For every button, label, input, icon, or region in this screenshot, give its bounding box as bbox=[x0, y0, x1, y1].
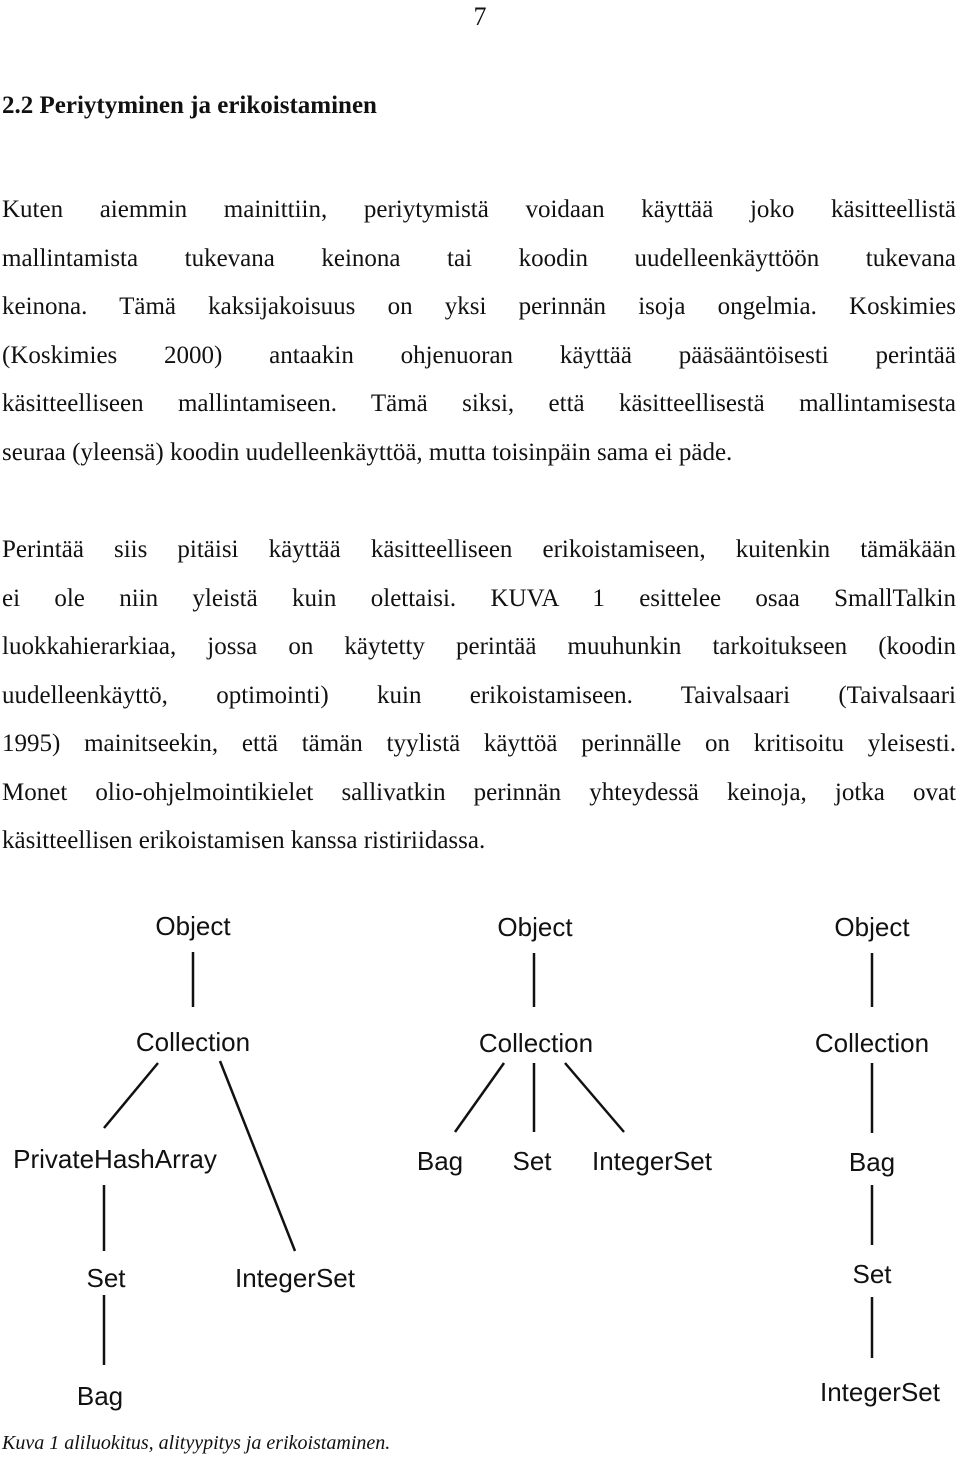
paragraph-line: Monet olio-ohjelmointikielet sallivatkin perinnän yhteydessä keinoja, jotka ovat bbox=[2, 778, 956, 806]
node-bag: Bag bbox=[416, 1146, 464, 1176]
node-object: Object bbox=[497, 912, 573, 942]
edge bbox=[565, 1063, 624, 1132]
paragraph-1 bbox=[2, 186, 956, 477]
edge bbox=[104, 1063, 158, 1128]
tree-subtyping bbox=[417, 912, 713, 1176]
node-integer-set: IntegerSet bbox=[235, 1263, 355, 1293]
paragraph-line: uudelleenkäyttö, optimointi) kuin erikoistamiseen. Taivalsaari (Taivalsaari bbox=[2, 681, 956, 709]
node-collection: Collection bbox=[135, 1027, 251, 1057]
node-bag: Bag bbox=[848, 1147, 896, 1177]
paragraph-line: mallintamista tukevana keinona tai koodin uudelleenkäyttöön tukevana bbox=[2, 244, 956, 272]
node-object: Object bbox=[155, 911, 231, 941]
paragraph-line: keinona. Tämä kaksijakoisuus on yksi perinnän isoja ongelmia. Koskimies bbox=[2, 293, 956, 320]
paragraph-line: seuraa (yleensä) koodin uudelleenkäyttöä, mutta toisinpäin sama ei päde. bbox=[2, 438, 733, 466]
figure-caption: Kuva 1 aliluokitus, alityypitys ja erikoistaminen. bbox=[2, 1432, 391, 1454]
node-collection: Collection bbox=[478, 1028, 594, 1058]
class-hierarchy-diagram bbox=[0, 895, 960, 1425]
node-integer-set: IntegerSet bbox=[820, 1377, 940, 1407]
paragraph-line: Kuten aiemmin mainittiin, periytymistä voidaan käyttää joko käsitteellistä bbox=[2, 196, 956, 223]
tree-subclassing bbox=[13, 911, 356, 1411]
edge bbox=[220, 1061, 295, 1251]
node-collection: Collection bbox=[814, 1028, 930, 1058]
class-hierarchy-figure bbox=[0, 895, 960, 1425]
paragraph-line: (Koskimies 2000) antaakin ohjenuoran käyttää pääsääntöisesti perintää bbox=[2, 341, 956, 369]
node-private-hash-array: PrivateHashArray bbox=[13, 1144, 217, 1174]
paragraph-line: luokkahierarkiaa, jossa on käytetty perintää muuhunkin tarkoitukseen (koodin bbox=[2, 633, 956, 660]
node-set: Set bbox=[512, 1146, 552, 1176]
paragraph-line: 1995) mainitseekin, että tämän tyylistä käyttöä perinnälle on kritisoitu yleisesti. bbox=[2, 730, 956, 757]
node-bag: Bag bbox=[76, 1381, 124, 1411]
paragraph-line: Perintää siis pitäisi käyttää käsitteelliseen erikoistamiseen, kuitenkin tämäkään bbox=[2, 536, 956, 563]
node-integer-set: IntegerSet bbox=[592, 1146, 712, 1176]
paragraph-line: käsitteellisen erikoistamisen kanssa ristiriidassa. bbox=[2, 827, 486, 854]
section-heading: 2.2 Periytyminen ja erikoistaminen bbox=[2, 92, 377, 119]
paragraph-line: ei ole niin yleistä kuin olettaisi. KUVA 1 esittelee osaa SmallTalkin bbox=[2, 584, 956, 612]
edge bbox=[455, 1063, 504, 1132]
node-object: Object bbox=[834, 912, 910, 942]
tree-specialization bbox=[815, 912, 941, 1407]
node-set: Set bbox=[852, 1259, 892, 1289]
node-set: Set bbox=[86, 1263, 126, 1293]
page-number: 7 bbox=[473, 2, 487, 31]
paragraph-2 bbox=[2, 526, 956, 866]
paragraph-line: käsitteelliseen mallintamiseen. Tämä siksi, että käsitteellisestä mallintamisesta bbox=[2, 390, 956, 417]
